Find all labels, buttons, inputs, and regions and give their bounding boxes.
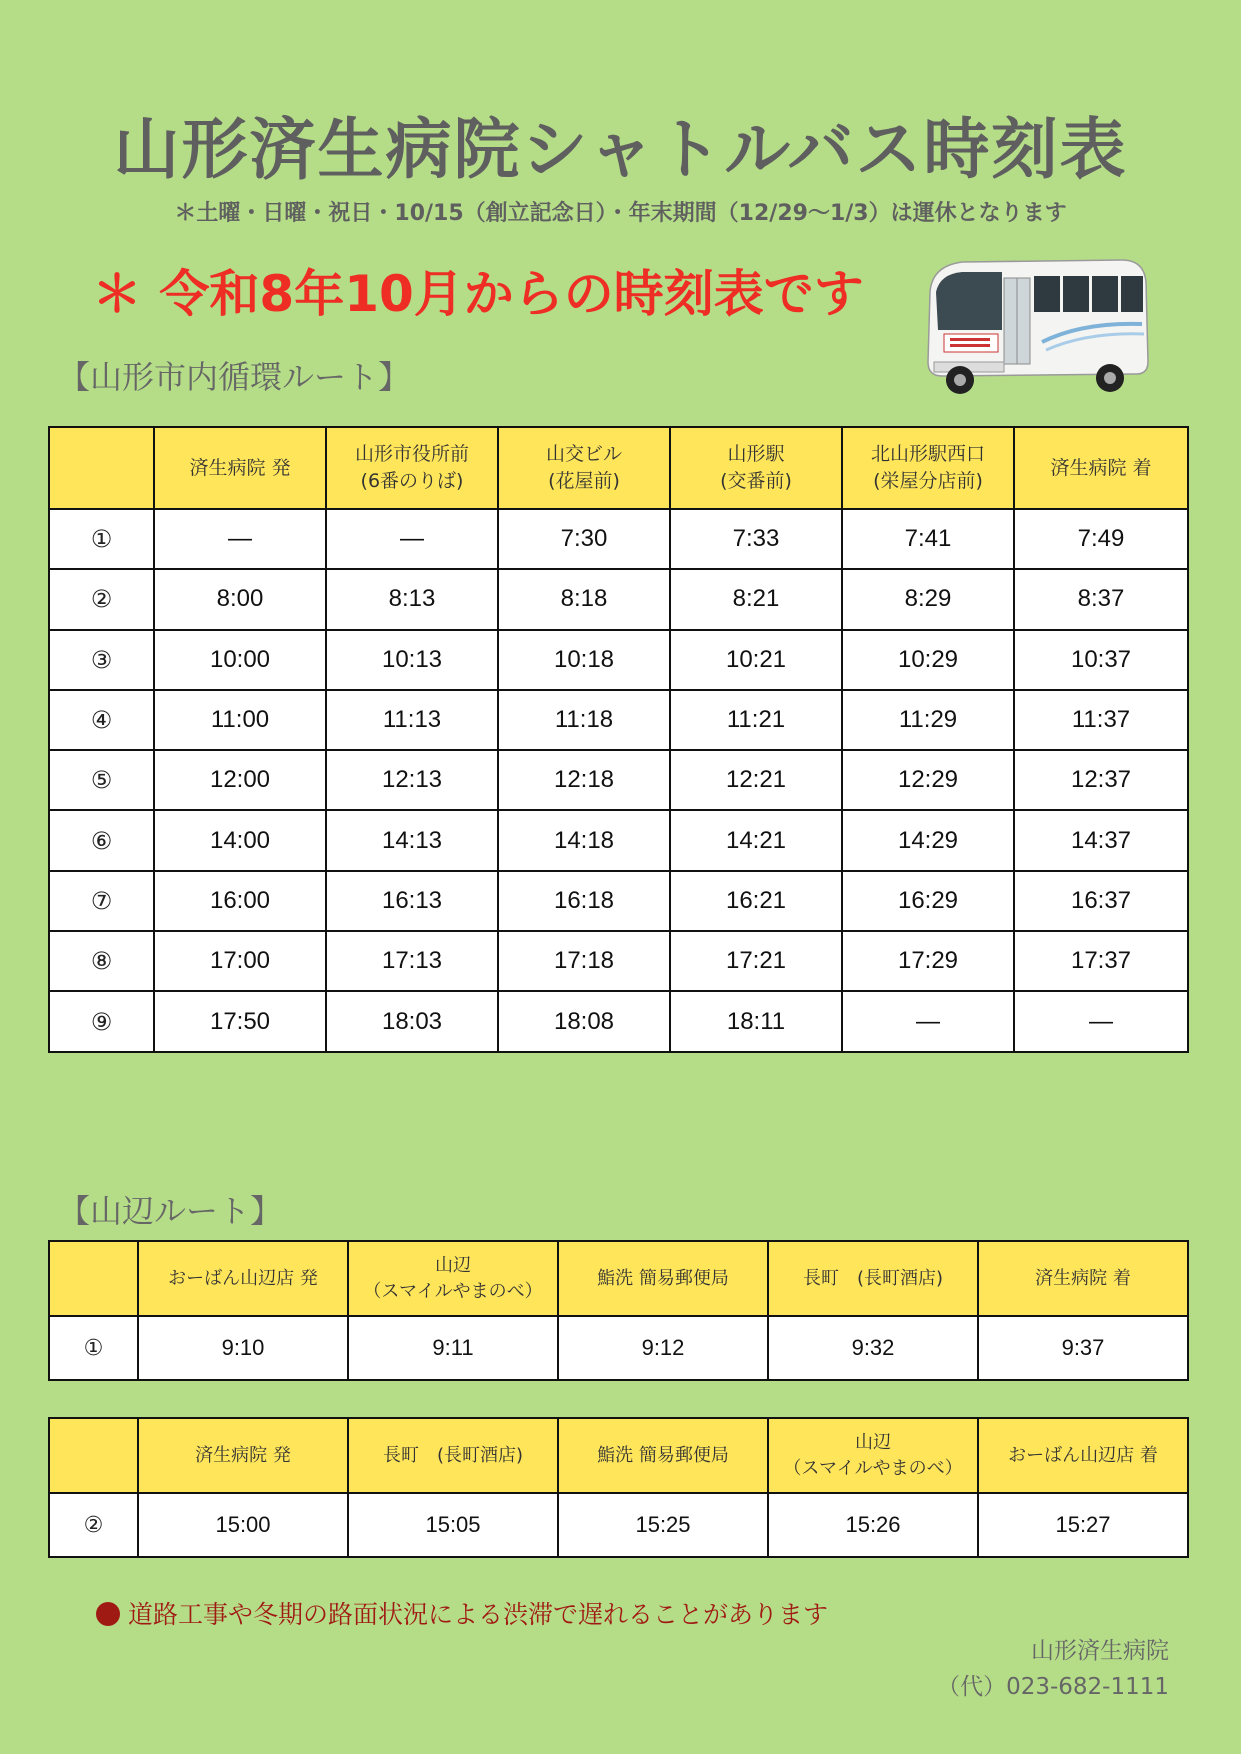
- time-cell: 12:37: [1014, 750, 1188, 810]
- trip-number-cell: ⑤: [49, 750, 154, 810]
- table-header-row: [49, 1241, 1188, 1316]
- trip-number-cell: ①: [49, 1316, 138, 1380]
- route2-return-timetable: [48, 1417, 1189, 1558]
- time-cell: 8:00: [154, 569, 326, 629]
- trip-number-cell: ⑧: [49, 931, 154, 991]
- time-cell: 16:00: [154, 871, 326, 931]
- time-cell: 17:50: [154, 991, 326, 1051]
- time-cell: 8:18: [498, 569, 670, 629]
- header-cell: 済生病院 発: [154, 427, 326, 509]
- time-cell: 17:21: [670, 931, 842, 991]
- time-cell: 12:00: [154, 750, 326, 810]
- shuttle-bus-image: [922, 252, 1152, 412]
- time-cell: 12:18: [498, 750, 670, 810]
- time-cell: 11:29: [842, 690, 1014, 750]
- header-cell: 山辺 （スマイルやまのべ）: [348, 1241, 558, 1316]
- header-corner-cell: [49, 427, 154, 509]
- time-cell: 9:10: [138, 1316, 348, 1380]
- header-cell: 済生病院 発: [138, 1418, 348, 1493]
- header-cell: 山交ビル (花屋前): [498, 427, 670, 509]
- time-cell: 17:13: [326, 931, 498, 991]
- time-cell: 10:37: [1014, 630, 1188, 690]
- time-cell: 15:05: [348, 1493, 558, 1557]
- table-row: [49, 509, 1188, 569]
- table-row: [49, 750, 1188, 810]
- time-cell: 9:12: [558, 1316, 768, 1380]
- bullet-dot-icon: [96, 1602, 120, 1626]
- time-cell: 10:21: [670, 630, 842, 690]
- closure-note: ＊土曜・日曜・祝日・10/15（創立記念日）・年末期間（12/29～1/3）は運休となります: [174, 201, 1067, 226]
- time-cell: 15:25: [558, 1493, 768, 1557]
- time-cell: 18:08: [498, 991, 670, 1051]
- time-cell: 17:29: [842, 931, 1014, 991]
- time-cell: 11:13: [326, 690, 498, 750]
- trip-number-cell: ②: [49, 569, 154, 629]
- time-cell: 10:18: [498, 630, 670, 690]
- time-cell: 17:18: [498, 931, 670, 991]
- table-row: [49, 630, 1188, 690]
- time-cell: 16:37: [1014, 871, 1188, 931]
- time-cell: 7:30: [498, 509, 670, 569]
- effective-date-notice: ＊ 令和8年10月からの時刻表です: [92, 265, 864, 323]
- trip-number-cell: ⑨: [49, 991, 154, 1051]
- delay-warning-text: 道路工事や冬期の路面状況による渋滞で遅れることがあります: [128, 1600, 829, 1629]
- time-cell: 8:29: [842, 569, 1014, 629]
- header-cell: おーばん山辺店 着: [978, 1418, 1188, 1493]
- time-cell: 12:29: [842, 750, 1014, 810]
- time-cell: 11:18: [498, 690, 670, 750]
- delay-warning: [96, 1595, 828, 1631]
- time-cell: 18:11: [670, 991, 842, 1051]
- header-cell: おーばん山辺店 発: [138, 1241, 348, 1316]
- header-cell: 鮨洗 簡易郵便局: [558, 1418, 768, 1493]
- footer-phone: （代）023-682-1111: [937, 1674, 1169, 1700]
- time-cell: 9:32: [768, 1316, 978, 1380]
- trip-number-cell: ①: [49, 509, 154, 569]
- time-cell: 16:29: [842, 871, 1014, 931]
- time-cell: 9:11: [348, 1316, 558, 1380]
- header-cell: 長町 (長町酒店): [768, 1241, 978, 1316]
- header-cell: 済生病院 着: [1014, 427, 1188, 509]
- time-cell: 15:00: [138, 1493, 348, 1557]
- route1-timetable: [48, 426, 1189, 1053]
- time-cell: 14:13: [326, 810, 498, 870]
- time-cell: 17:37: [1014, 931, 1188, 991]
- time-cell: 11:37: [1014, 690, 1188, 750]
- time-cell: 15:27: [978, 1493, 1188, 1557]
- time-cell: 8:21: [670, 569, 842, 629]
- header-cell: 長町 (長町酒店): [348, 1418, 558, 1493]
- table-row: [49, 569, 1188, 629]
- time-cell: —: [326, 509, 498, 569]
- time-cell: 8:37: [1014, 569, 1188, 629]
- header-cell: 済生病院 着: [978, 1241, 1188, 1316]
- header-corner-cell: [49, 1418, 138, 1493]
- time-cell: 14:00: [154, 810, 326, 870]
- header-cell: 山辺 （スマイルやまのべ）: [768, 1418, 978, 1493]
- time-cell: 14:37: [1014, 810, 1188, 870]
- time-cell: 11:00: [154, 690, 326, 750]
- time-cell: 7:33: [670, 509, 842, 569]
- time-cell: —: [1014, 991, 1188, 1051]
- time-cell: 10:29: [842, 630, 1014, 690]
- time-cell: 16:21: [670, 871, 842, 931]
- time-cell: 15:26: [768, 1493, 978, 1557]
- table-row: [49, 931, 1188, 991]
- trip-number-cell: ⑦: [49, 871, 154, 931]
- time-cell: 14:29: [842, 810, 1014, 870]
- time-cell: 12:13: [326, 750, 498, 810]
- trip-number-cell: ③: [49, 630, 154, 690]
- time-cell: 16:13: [326, 871, 498, 931]
- table-row: [49, 991, 1188, 1051]
- time-cell: 16:18: [498, 871, 670, 931]
- header-cell: 鮨洗 簡易郵便局: [558, 1241, 768, 1316]
- time-cell: 12:21: [670, 750, 842, 810]
- time-cell: 18:03: [326, 991, 498, 1051]
- time-cell: 10:00: [154, 630, 326, 690]
- table-header-row: [49, 427, 1188, 509]
- route2-outbound-timetable: [48, 1240, 1189, 1381]
- header-cell: 山形市役所前 (6番のりば): [326, 427, 498, 509]
- header-cell: 山形駅 (交番前): [670, 427, 842, 509]
- trip-number-cell: ②: [49, 1493, 138, 1557]
- time-cell: 10:13: [326, 630, 498, 690]
- table-row: [49, 690, 1188, 750]
- trip-number-cell: ④: [49, 690, 154, 750]
- time-cell: 7:49: [1014, 509, 1188, 569]
- footer-hospital-name: 山形済生病院: [1031, 1638, 1169, 1664]
- time-cell: 14:18: [498, 810, 670, 870]
- table-row: [49, 1316, 1188, 1380]
- table-row: [49, 810, 1188, 870]
- trip-number-cell: ⑥: [49, 810, 154, 870]
- page-title: 山形済生病院シャトルバス時刻表: [113, 111, 1128, 188]
- time-cell: —: [154, 509, 326, 569]
- time-cell: —: [842, 991, 1014, 1051]
- time-cell: 9:37: [978, 1316, 1188, 1380]
- time-cell: 7:41: [842, 509, 1014, 569]
- time-cell: 11:21: [670, 690, 842, 750]
- table-row: [49, 1493, 1188, 1557]
- table-row: [49, 871, 1188, 931]
- header-corner-cell: [49, 1241, 138, 1316]
- time-cell: 8:13: [326, 569, 498, 629]
- route1-title: 【山形市内循環ルート】: [58, 358, 411, 396]
- time-cell: 17:00: [154, 931, 326, 991]
- table-header-row: [49, 1418, 1188, 1493]
- route2-title: 【山辺ルート】: [58, 1192, 283, 1230]
- header-cell: 北山形駅西口 (栄屋分店前): [842, 427, 1014, 509]
- time-cell: 14:21: [670, 810, 842, 870]
